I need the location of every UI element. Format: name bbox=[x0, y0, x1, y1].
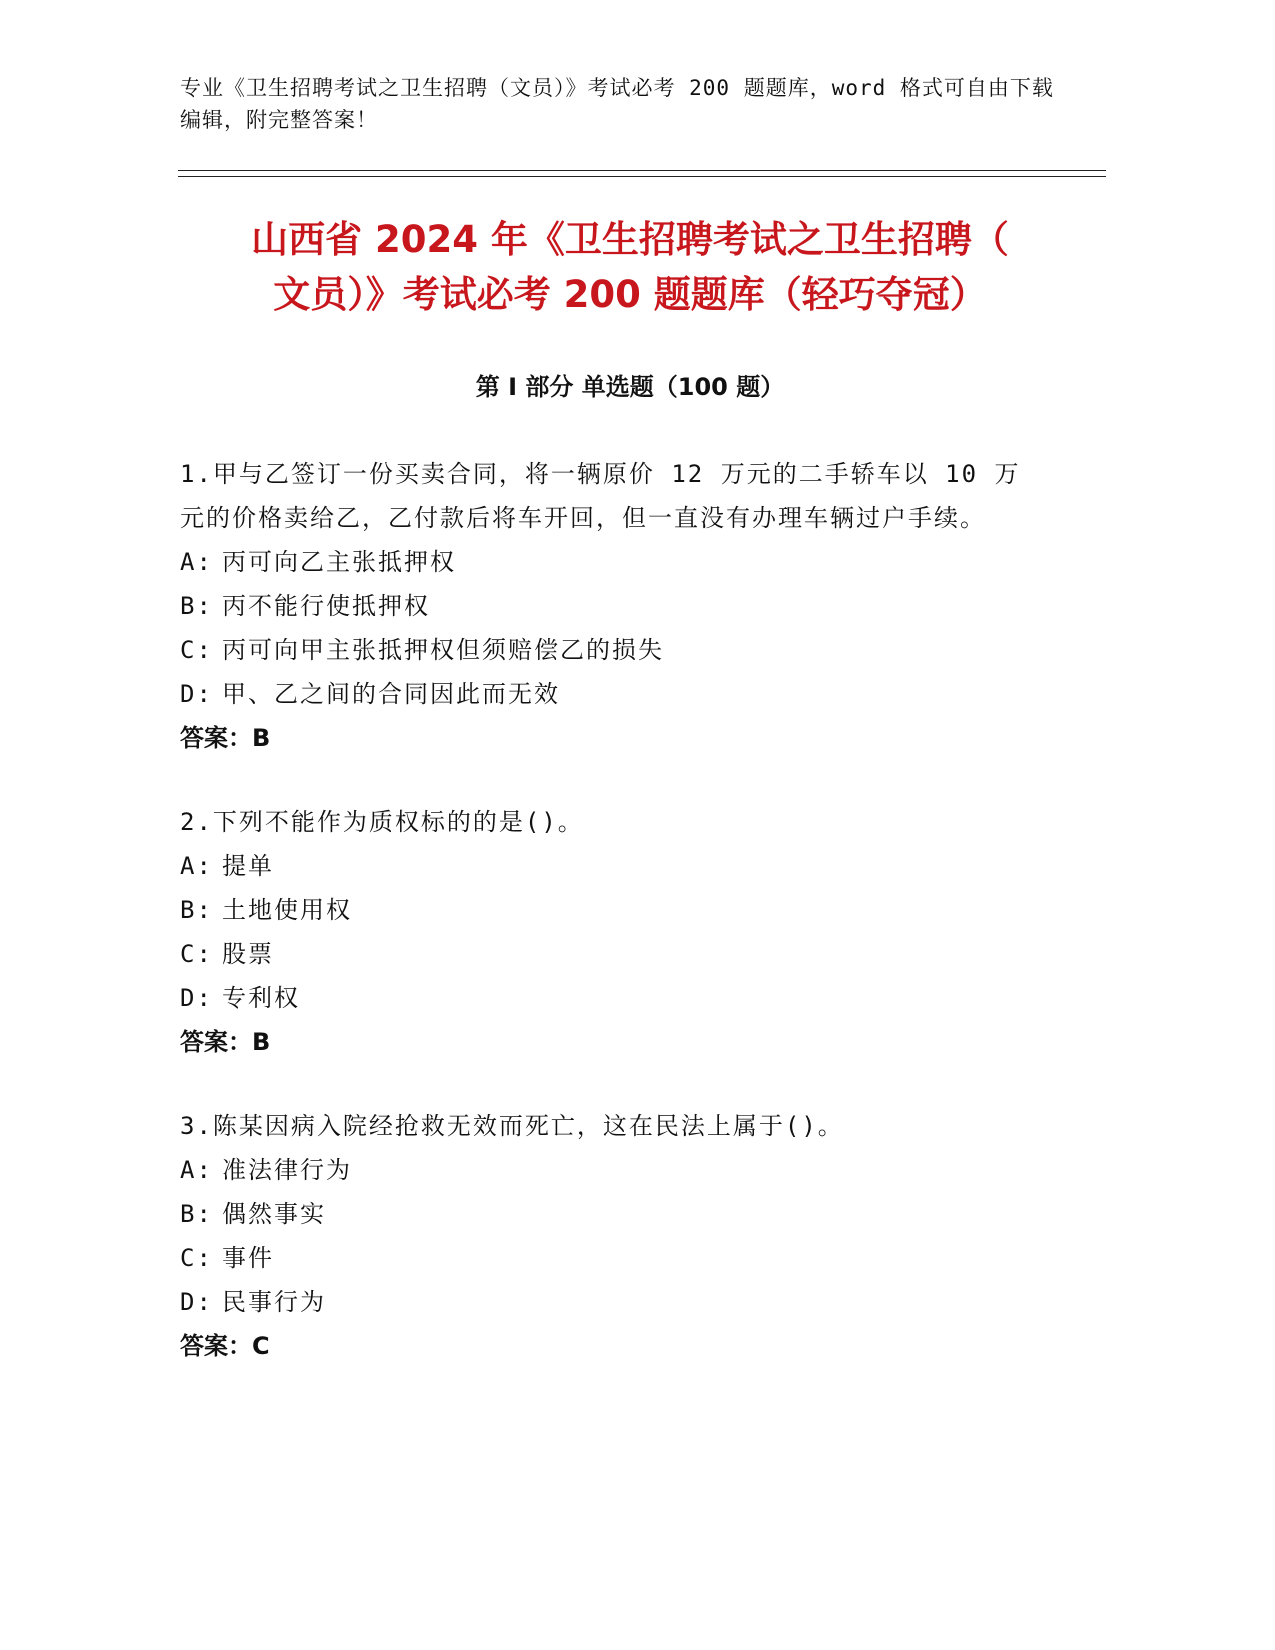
option-c bbox=[180, 628, 1040, 672]
option-b bbox=[180, 584, 1040, 628]
option-text: 甲、乙之间的合同因此而无效 bbox=[222, 680, 560, 708]
document-title-line-1: 山西省 2024 年《卫生招聘考试之卫生招聘（ bbox=[251, 218, 1009, 261]
option-text: 专利权 bbox=[222, 984, 300, 1012]
option-a bbox=[180, 540, 1040, 584]
option-text: 民事行为 bbox=[222, 1288, 326, 1316]
option-text: 丙可向甲主张抵押权但须赔偿乙的损失 bbox=[222, 636, 664, 664]
question-stem: 3.陈某因病入院经抢救无效而死亡，这在民法上属于()。 bbox=[180, 1112, 844, 1140]
option-letter: A: bbox=[180, 548, 213, 576]
document-title-line-2: 文员）》考试必考 200 题题库（轻巧夺冠） bbox=[273, 273, 987, 316]
option-letter: B: bbox=[180, 1200, 213, 1228]
option-c bbox=[180, 932, 1040, 976]
option-text: 提单 bbox=[222, 852, 274, 880]
question-stem: 1.甲与乙签订一份买卖合同，将一辆原价 12 万元的二手轿车以 10 万元的价格卖给乙，乙付款后将车开回，但一直没有办理车辆过户手续。 bbox=[180, 460, 1021, 532]
question-list bbox=[180, 452, 1040, 1408]
answer-label: 答案：C bbox=[180, 1332, 270, 1360]
header-rule-top bbox=[178, 170, 1106, 171]
answer-label: 答案：B bbox=[180, 1028, 271, 1056]
question-1 bbox=[180, 452, 1040, 760]
option-text: 股票 bbox=[222, 940, 274, 968]
option-letter: D: bbox=[180, 680, 213, 708]
option-letter: B: bbox=[180, 592, 213, 620]
option-text: 偶然事实 bbox=[222, 1200, 326, 1228]
option-text: 事件 bbox=[222, 1244, 274, 1272]
answer-label: 答案：B bbox=[180, 724, 271, 752]
document-title bbox=[180, 212, 1080, 322]
option-a bbox=[180, 844, 1040, 888]
option-letter: D: bbox=[180, 984, 213, 1012]
option-letter: C: bbox=[180, 1244, 213, 1272]
option-letter: A: bbox=[180, 1156, 213, 1184]
option-letter: C: bbox=[180, 940, 213, 968]
question-stem: 2.下列不能作为质权标的的是()。 bbox=[180, 808, 584, 836]
header-rule-bottom bbox=[178, 176, 1106, 177]
option-a bbox=[180, 1148, 1040, 1192]
option-letter: D: bbox=[180, 1288, 213, 1316]
option-c bbox=[180, 1236, 1040, 1280]
option-d bbox=[180, 1280, 1040, 1324]
option-d bbox=[180, 976, 1040, 1020]
header-note: 专业《卫生招聘考试之卫生招聘（文员）》考试必考 200 题题库，word 格式可自由下载编辑，附完整答案！ bbox=[180, 76, 1054, 132]
option-text: 丙可向乙主张抵押权 bbox=[222, 548, 456, 576]
section-title: 第 I 部分 单选题（100 题） bbox=[475, 373, 785, 401]
option-letter: B: bbox=[180, 896, 213, 924]
option-letter: A: bbox=[180, 852, 213, 880]
option-text: 土地使用权 bbox=[222, 896, 352, 924]
option-b bbox=[180, 888, 1040, 932]
option-d bbox=[180, 672, 1040, 716]
question-2 bbox=[180, 800, 1040, 1064]
option-text: 丙不能行使抵押权 bbox=[222, 592, 430, 620]
option-b bbox=[180, 1192, 1040, 1236]
option-text: 准法律行为 bbox=[222, 1156, 352, 1184]
option-letter: C: bbox=[180, 636, 213, 664]
question-3 bbox=[180, 1104, 1040, 1368]
